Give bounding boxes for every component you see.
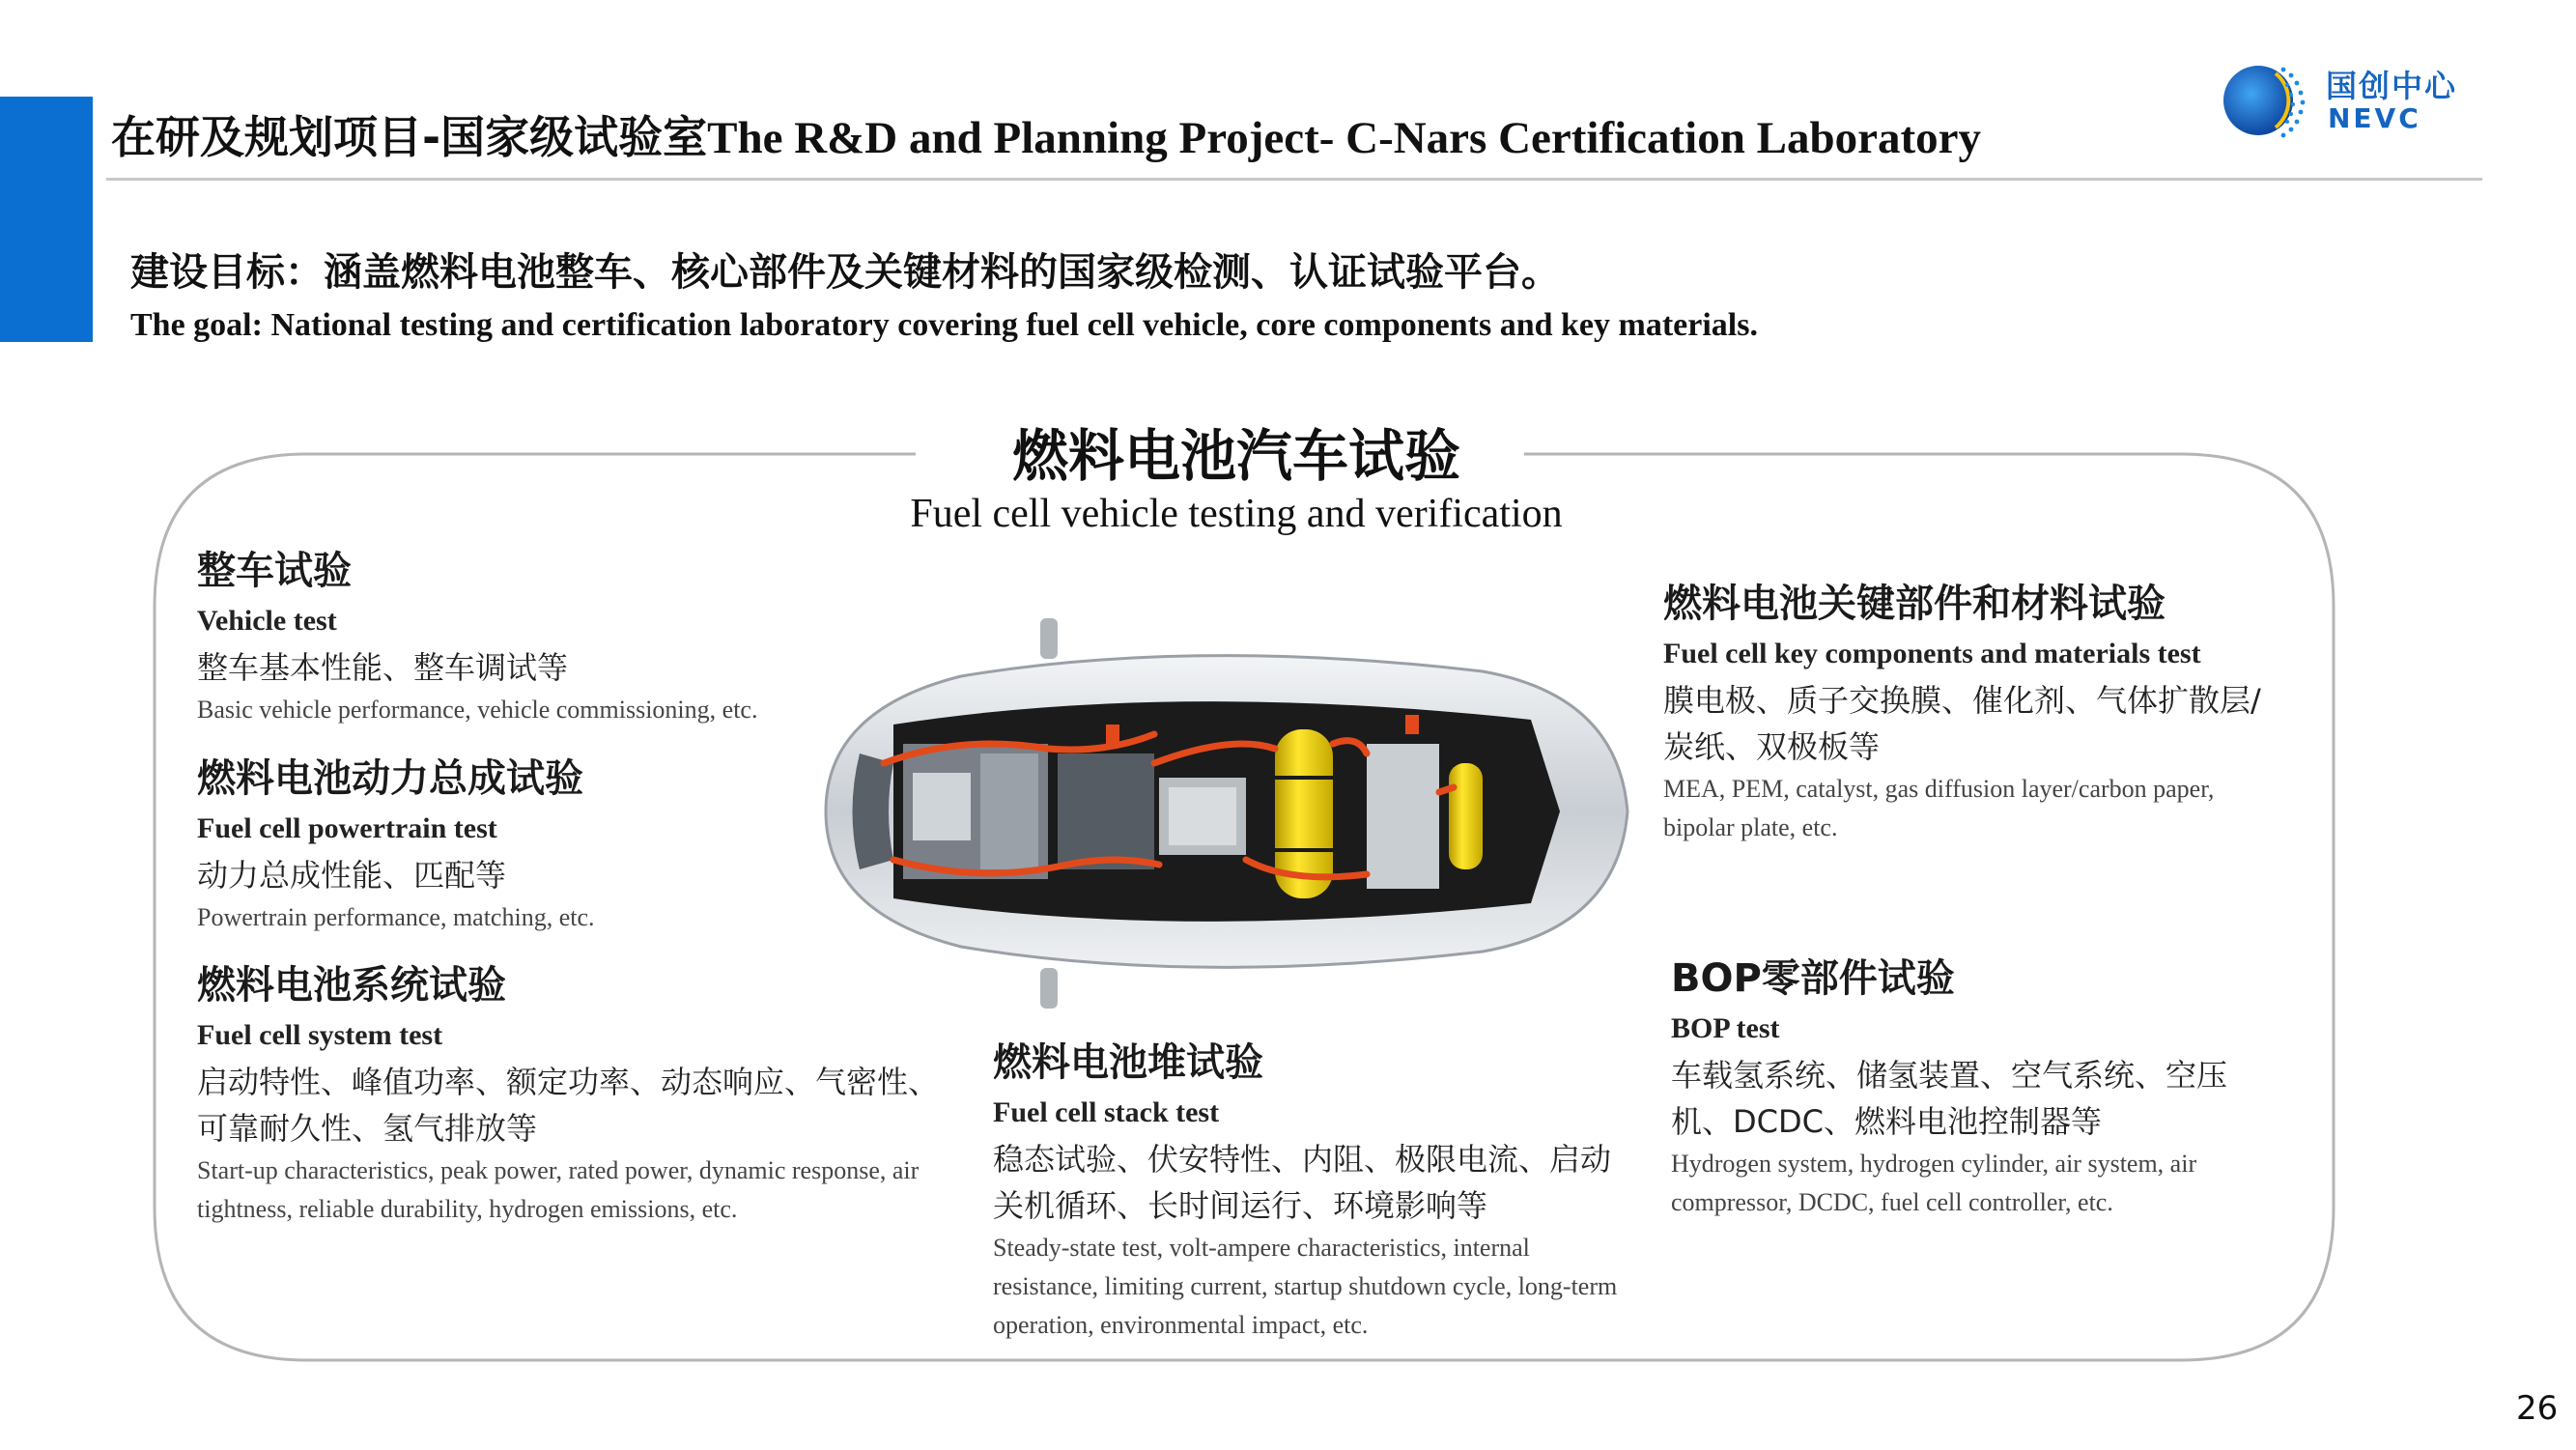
section-bop-title-cn: BOP零部件试验 bbox=[1671, 956, 1955, 1001]
section-powertrain bbox=[197, 752, 815, 937]
section-system bbox=[197, 958, 960, 1229]
section-vehicle-desc-cn: 整车基本性能、整车调试等 bbox=[197, 649, 569, 686]
section-system-desc-en: Start-up characteristics, peak power, rated power, dynamic response, air tightness, reliable durability, hydrogen emissions, etc. bbox=[197, 1156, 920, 1223]
section-system-title-en: Fuel cell system test bbox=[197, 1019, 443, 1051]
section-stack-title-en: Fuel cell stack test bbox=[993, 1096, 1220, 1128]
section-powertrain-desc-cn: 动力总成性能、匹配等 bbox=[197, 857, 507, 894]
section-components-title-en: Fuel cell key components and materials test bbox=[1663, 638, 2201, 669]
section-vehicle-title-en: Vehicle test bbox=[197, 605, 337, 637]
section-system-desc-cn: 启动特性、峰值功率、额定功率、动态响应、气密性、可靠耐久性、氢气排放等 bbox=[197, 1064, 940, 1147]
page-number: 26 bbox=[2516, 1389, 2559, 1428]
section-bop bbox=[1671, 952, 2270, 1222]
title-cn: 在研及规划项目-国家级试验室 bbox=[111, 111, 708, 163]
logo-text-cn: 国创中心 bbox=[2326, 68, 2458, 104]
section-stack-desc-cn: 稳态试验、伏安特性、内阻、极限电流、启动关机循环、长时间运行、环境影响等 bbox=[993, 1141, 1612, 1224]
section-components-desc-en: MEA, PEM, catalyst, gas diffusion layer/carbon paper, bipolar plate, etc. bbox=[1663, 775, 2215, 841]
section-bop-desc-en: Hydrogen system, hydrogen cylinder, air system, air compressor, DCDC, fuel cell controller, etc. bbox=[1671, 1150, 2197, 1216]
accent-bar bbox=[0, 97, 93, 342]
section-components-title-cn: 燃料电池关键部件和材料试验 bbox=[1663, 582, 2166, 626]
section-powertrain-title-en: Fuel cell powertrain test bbox=[197, 812, 497, 844]
title-divider bbox=[106, 178, 2482, 181]
section-bop-desc-cn: 车载氢系统、储氢装置、空气系统、空压机、DCDC、燃料电池控制器等 bbox=[1671, 1057, 2228, 1140]
title-en: The R&D and Planning Project- C-Nars Certification Laboratory bbox=[707, 113, 1981, 163]
page-title bbox=[111, 102, 1981, 166]
globe-logo-icon bbox=[2220, 56, 2308, 145]
section-components-desc-cn: 膜电极、质子交换膜、催化剂、气体扩散层/炭纸、双极板等 bbox=[1663, 682, 2261, 765]
section-stack-title-cn: 燃料电池堆试验 bbox=[993, 1040, 1263, 1085]
nevc-logo bbox=[2220, 52, 2509, 149]
center-title-cn: 燃料电池汽车试验 bbox=[1011, 423, 1460, 489]
section-vehicle bbox=[197, 544, 815, 729]
section-components bbox=[1663, 577, 2281, 847]
goal-en: The goal: National testing and certification laboratory covering fuel cell vehicle, core components and key materials. bbox=[130, 307, 1758, 343]
section-bop-title-en: BOP test bbox=[1671, 1012, 1780, 1044]
section-system-title-cn: 燃料电池系统试验 bbox=[197, 963, 506, 1008]
section-powertrain-title-cn: 燃料电池动力总成试验 bbox=[197, 756, 583, 801]
fuel-cell-car-illustration bbox=[787, 618, 1632, 1009]
section-vehicle-desc-en: Basic vehicle performance, vehicle commissioning, etc. bbox=[197, 696, 758, 724]
logo-text-en: NEVC bbox=[2328, 102, 2421, 134]
section-stack bbox=[993, 1036, 1630, 1345]
section-vehicle-title-cn: 整车试验 bbox=[197, 549, 352, 593]
center-title-en: Fuel cell vehicle testing and verification bbox=[910, 492, 1563, 536]
section-powertrain-desc-en: Powertrain performance, matching, etc. bbox=[197, 903, 595, 931]
goal-cn: 建设目标：涵盖燃料电池整车、核心部件及关键材料的国家级检测、认证试验平台。 bbox=[130, 250, 1560, 295]
section-stack-desc-en: Steady-state test, volt-ampere characteristics, internal resistance, limiting current, startup shutdown cycle, long-term operation, environmental impact, etc. bbox=[993, 1234, 1618, 1339]
